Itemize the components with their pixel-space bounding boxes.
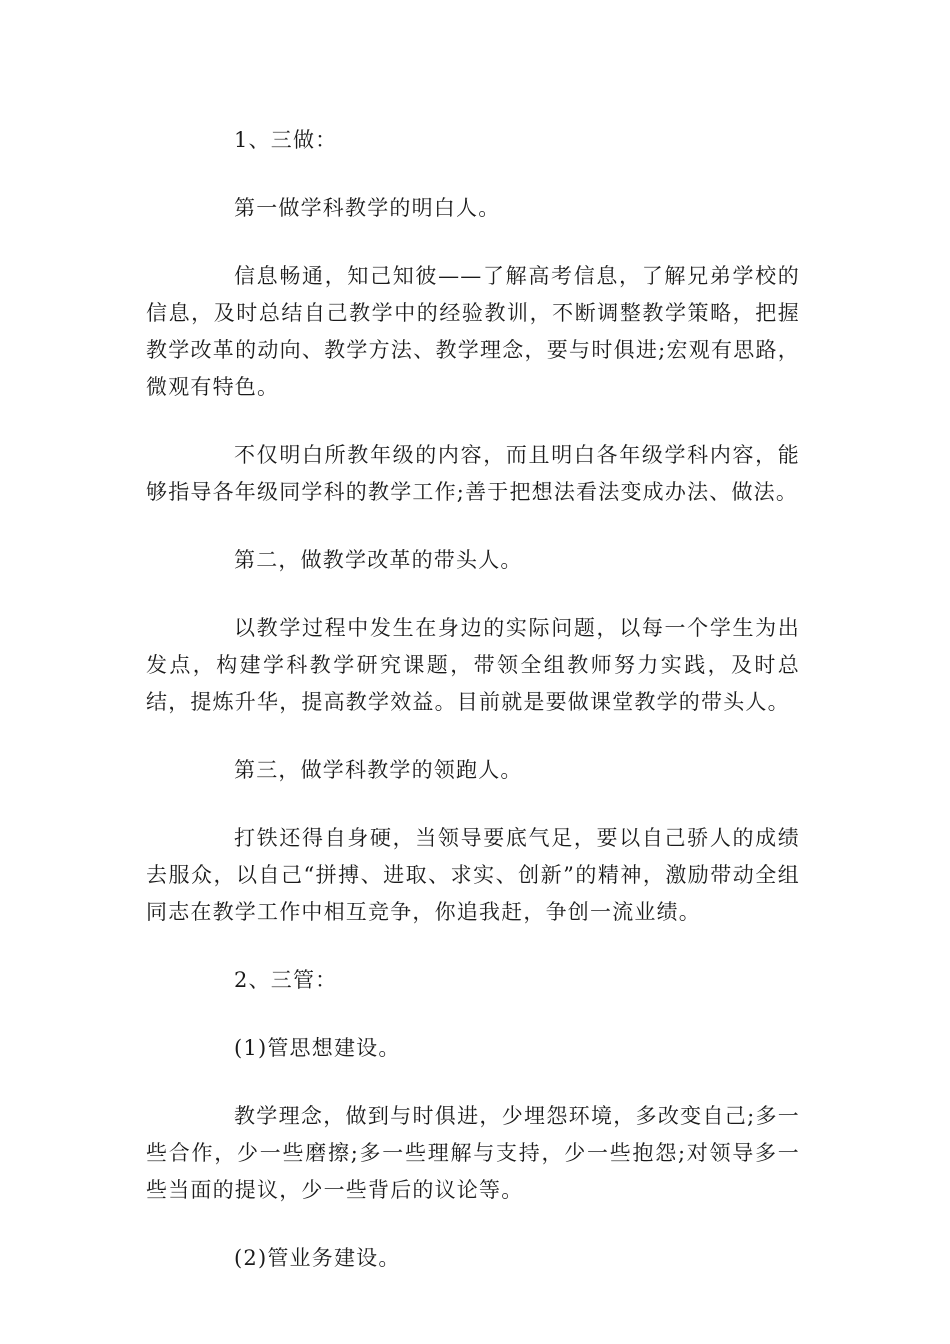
subheading-thought: (1)管思想建设。 — [234, 1036, 401, 1060]
subheading-business: (2)管业务建设。 — [234, 1246, 401, 1270]
heading-san-guan: 2、三管： — [234, 968, 338, 992]
body-paragraph: 打铁还得自身硬，当领导要底气足，要以自己骄人的成绩去服众，以自己“拼搏、进取、求实、创新”的精神，激励带动全组同志在教学工作中相互竞争，你追我赶，争创一流业绩。 — [146, 826, 800, 924]
body-paragraph: 不仅明白所教年级的内容，而且明白各年级学科内容，能够指导各年级同学科的教学工作;善于把想法看法变成办法、做法。 — [146, 443, 800, 504]
heading-san-zuo: 1、三做： — [234, 128, 338, 152]
body-paragraph: 信息畅通，知己知彼——了解高考信息，了解兄弟学校的信息，及时总结自己教学中的经验教训，不断调整教学策略，把握教学改革的动向、教学方法、教学理念，要与时俱进;宏观有思路，微观有特色。 — [146, 264, 800, 399]
subheading-third: 第三，做学科教学的领跑人。 — [234, 758, 523, 782]
body-paragraph: 以教学过程中发生在身边的实际问题，以每一个学生为出发点，构建学科教学研究课题，带领全组教师努力实践，及时总结，提炼升华，提高教学效益。目前就是要做课堂教学的带头人。 — [146, 616, 800, 714]
subheading-second: 第二，做教学改革的带头人。 — [234, 548, 523, 572]
subheading-first: 第一做学科教学的明白人。 — [234, 196, 501, 220]
body-paragraph: 教学理念，做到与时俱进，少埋怨环境，多改变自己;多一些合作，少一些磨擦;多一些理解与支持，少一些抱怨;对领导多一些当面的提议，少一些背后的议论等。 — [146, 1104, 800, 1202]
document-body — [146, 122, 800, 1308]
